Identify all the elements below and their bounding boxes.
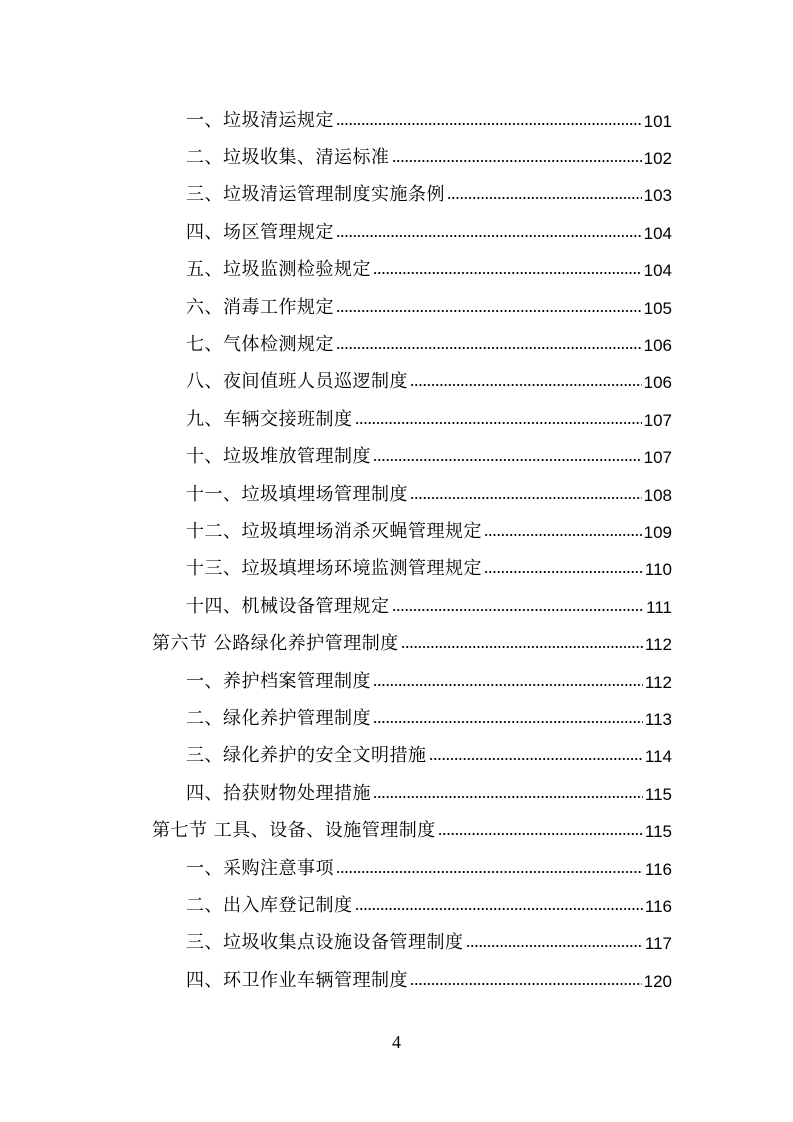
toc-entry-title: 一、养护档案管理制度 (186, 670, 371, 692)
toc-entry-page: 107 (643, 410, 672, 430)
toc-entry-title: 第六节 公路绿化养护管理制度 (152, 633, 399, 655)
toc-entry-page: 112 (644, 635, 672, 655)
toc-entry-title: 三、垃圾收集点设施设备管理制度 (186, 932, 464, 954)
toc-entry-title: 四、环卫作业车辆管理制度 (186, 969, 408, 991)
toc-entry-page: 113 (644, 709, 672, 729)
toc-entry-title: 十一、垃圾填埋场管理制度 (186, 483, 408, 505)
toc-entry[interactable] (0, 102, 793, 139)
toc-entry[interactable] (0, 364, 793, 401)
toc-entry-title: 四、场区管理规定 (186, 221, 334, 243)
toc-entry-page: 116 (644, 896, 672, 916)
toc-dot-leader (392, 608, 645, 612)
toc-entry-title: 一、垃圾清运规定 (186, 109, 334, 131)
toc-entry-title: 三、垃圾清运管理制度实施条例 (186, 184, 445, 206)
toc-entry[interactable] (0, 214, 793, 251)
toc-entry[interactable] (0, 588, 793, 625)
toc-entry[interactable] (0, 139, 793, 176)
toc-dot-leader (373, 795, 643, 799)
toc-dot-leader (373, 458, 642, 462)
page-number: 4 (392, 1032, 401, 1052)
toc-entry[interactable] (0, 738, 793, 775)
toc-entry[interactable] (0, 326, 793, 363)
toc-entry-page: 116 (644, 859, 672, 879)
toc-entry-page: 110 (644, 560, 672, 580)
toc-dot-leader (401, 645, 643, 649)
toc-entry[interactable] (0, 439, 793, 476)
toc-entry-title: 第七节 工具、设备、设施管理制度 (152, 820, 436, 842)
toc-entry-page: 115 (644, 822, 672, 842)
toc-entry-title: 十、垃圾堆放管理制度 (186, 446, 371, 468)
toc-entry[interactable] (0, 887, 793, 924)
toc-dot-leader (438, 832, 643, 836)
toc-dot-leader (373, 271, 642, 275)
toc-entry[interactable] (0, 775, 793, 812)
toc-entry-title: 七、气体检测规定 (186, 334, 334, 356)
toc-entry[interactable] (0, 289, 793, 326)
toc-dot-leader (336, 870, 643, 874)
toc-dot-leader (484, 570, 643, 574)
toc-dot-leader (466, 944, 643, 948)
toc-entry[interactable] (0, 401, 793, 438)
toc-entry-page: 101 (643, 111, 672, 131)
toc-entry-title: 四、拾获财物处理措施 (186, 782, 371, 804)
toc-entry-page: 117 (644, 934, 672, 954)
toc-entry[interactable] (0, 476, 793, 513)
toc-entry-page: 106 (643, 373, 672, 393)
toc-entry-page: 112 (644, 672, 672, 692)
toc-entry-title: 九、车辆交接班制度 (186, 408, 353, 430)
toc-entry-page: 114 (644, 747, 672, 767)
toc-entry-title: 十二、垃圾填埋场消杀灭蝇管理规定 (186, 520, 482, 542)
toc-dot-leader (373, 720, 643, 724)
toc-entry-page: 109 (643, 522, 672, 542)
toc-entry-title: 十三、垃圾填埋场环境监测管理规定 (186, 558, 482, 580)
toc-dot-leader (336, 122, 642, 126)
toc-entry-page: 102 (643, 149, 672, 169)
toc-entry[interactable] (0, 700, 793, 737)
toc-dot-leader (373, 683, 643, 687)
toc-section-entry[interactable] (0, 625, 793, 662)
toc-entry[interactable] (0, 663, 793, 700)
toc-entry-page: 103 (643, 186, 672, 206)
toc-dot-leader (410, 982, 642, 986)
toc-entry-page: 105 (643, 298, 672, 318)
toc-section-entry[interactable] (0, 812, 793, 849)
toc-dot-leader (410, 496, 642, 500)
toc-dot-leader (484, 533, 642, 537)
toc-entry-title: 八、夜间值班人员巡逻制度 (186, 371, 408, 393)
toc-dot-leader (336, 309, 642, 313)
toc-entry[interactable] (0, 252, 793, 289)
toc-dot-leader (410, 383, 642, 387)
toc-entry-title: 二、垃圾收集、清运标准 (186, 147, 390, 169)
toc-entry-page: 111 (646, 597, 672, 617)
toc-entry-title: 六、消毒工作规定 (186, 296, 334, 318)
toc-entry-page: 107 (643, 448, 672, 468)
toc-entry-page: 106 (643, 336, 672, 356)
toc-entry-page: 120 (643, 971, 672, 991)
toc-dot-leader (355, 907, 643, 911)
toc-entry[interactable] (0, 925, 793, 962)
toc-entry-page: 108 (643, 485, 672, 505)
toc-entry[interactable] (0, 551, 793, 588)
toc-entry-title: 五、垃圾监测检验规定 (186, 259, 371, 281)
toc-entry-page: 115 (644, 784, 672, 804)
toc-dot-leader (429, 757, 643, 761)
toc-dot-leader (355, 421, 642, 425)
toc-entry[interactable] (0, 513, 793, 550)
table-of-contents (0, 102, 793, 999)
toc-entry-title: 三、绿化养护的安全文明措施 (186, 745, 427, 767)
toc-entry-page: 104 (643, 223, 672, 243)
toc-entry-page: 104 (643, 261, 672, 281)
toc-entry-title: 二、绿化养护管理制度 (186, 707, 371, 729)
toc-entry[interactable] (0, 962, 793, 999)
toc-entry-title: 一、采购注意事项 (186, 857, 334, 879)
toc-dot-leader (392, 159, 642, 163)
toc-entry-title: 十四、机械设备管理规定 (186, 595, 390, 617)
toc-dot-leader (336, 234, 642, 238)
toc-dot-leader (447, 196, 642, 200)
toc-dot-leader (336, 346, 642, 350)
toc-entry-title: 二、出入库登记制度 (186, 894, 353, 916)
toc-entry[interactable] (0, 850, 793, 887)
toc-entry[interactable] (0, 177, 793, 214)
